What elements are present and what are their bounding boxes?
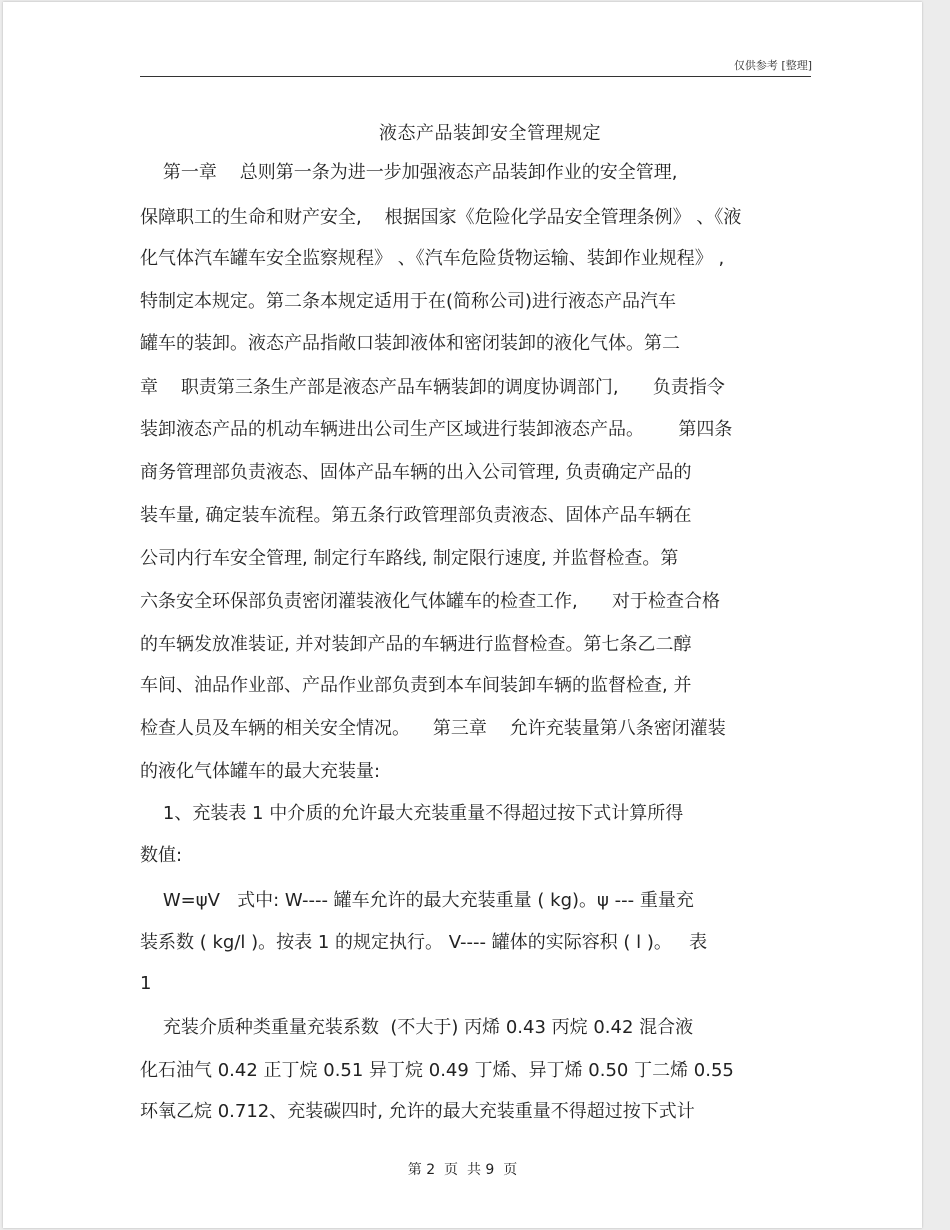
body-line: W=ψV 式中: W---- 罐车允许的最大充装重量 ( kg)。ψ --- 重量充 (140, 890, 694, 911)
body-line: 数值: (140, 845, 183, 866)
body-line: 检查人员及车辆的相关安全情况。 第三章 允许充装量第八条密闭灌装 (140, 718, 726, 739)
body-line: 装车量, 确定装车流程。第五条行政管理部负责液态、固体产品车辆在 (140, 505, 692, 526)
document-title: 液态产品装卸安全管理规定 (379, 123, 601, 144)
body-line: 第一章 总则第一条为进一步加强液态产品装卸作业的安全管理, (140, 162, 678, 183)
body-line: 罐车的装卸。液态产品指敞口装卸液体和密闭装卸的液化气体。第二 (140, 333, 680, 354)
header-note: 仅供参考 [整理] (733, 59, 812, 72)
body-line: 车间、油品作业部、产品作业部负责到本车间装卸车辆的监督检查, 并 (140, 675, 692, 696)
body-line: 六条安全环保部负责密闭灌装液化气体罐车的检查工作, 对于检查合格 (140, 591, 721, 612)
body-line: 充装介质种类重量充装系数 (不大于) 丙烯 0.43 丙烷 0.42 混合液 (140, 1017, 694, 1038)
body-line: 公司内行车安全管理, 制定行车路线, 制定限行速度, 并监督检查。第 (140, 548, 679, 569)
body-line: 保障职工的生命和财产安全, 根据国家《危险化学品安全管理条例》 、《液 (140, 207, 742, 228)
body-line: 装卸液态产品的机动车辆进出公司生产区域进行装卸液态产品。 第四条 (140, 419, 733, 440)
body-line: 商务管理部负责液态、固体产品车辆的出入公司管理, 负责确定产品的 (140, 462, 692, 483)
body-line: 环氧乙烷 0.712、充装碳四时, 允许的最大充装重量不得超过按下式计 (140, 1101, 695, 1122)
page-number: 第 2 页 共 9 页 (407, 1162, 518, 1178)
body-line: 特制定本规定。第二条本规定适用于在(简称公司)进行液态产品汽车 (140, 291, 677, 312)
body-line: 装系数 ( kg/l )。按表 1 的规定执行。 V---- 罐体的实际容积 ( l )。 表 (140, 932, 708, 953)
body-line: 化石油气 0.42 正丁烷 0.51 异丁烷 0.49 丁烯、异丁烯 0.50 丁二烯 0.55 (140, 1060, 734, 1081)
body-line: 1 (140, 973, 152, 994)
body-line: 的车辆发放准装证, 并对装卸产品的车辆进行监督检查。第七条乙二醇 (140, 634, 692, 655)
body-line: 化气体汽车罐车安全监察规程》 、《汽车危险货物运输、装卸作业规程》 , (140, 248, 725, 269)
body-line: 章 职责第三条生产部是液态产品车辆装卸的调度协调部门, 负责指令 (140, 377, 725, 398)
body-line: 的液化气体罐车的最大充装量: (140, 761, 381, 782)
document-page (3, 2, 922, 1228)
header-divider (140, 76, 811, 77)
body-line: 1、充装表 1 中介质的允许最大充装重量不得超过按下式计算所得 (140, 803, 684, 824)
